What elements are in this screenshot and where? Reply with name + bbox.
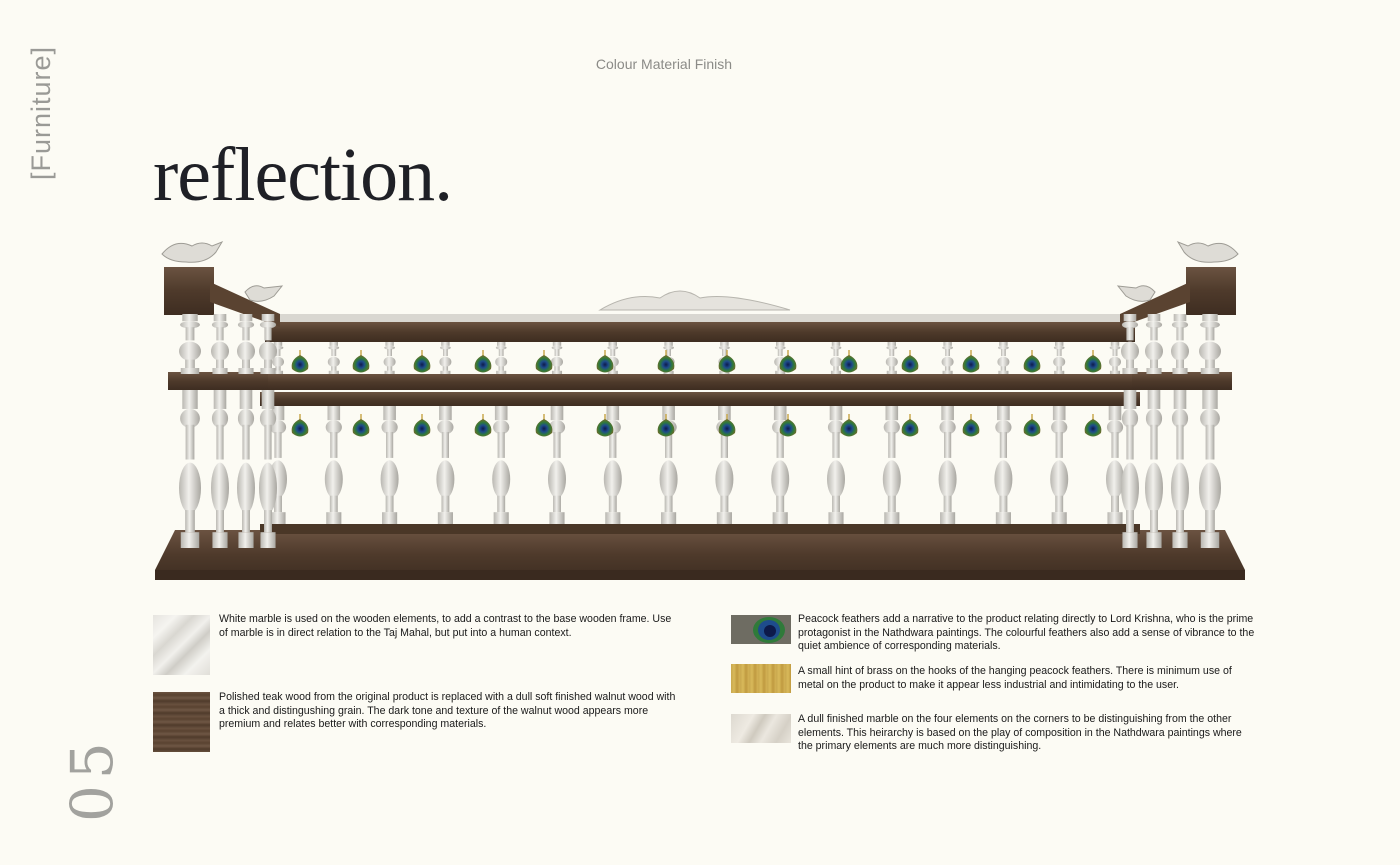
corner-baluster-lower — [1171, 390, 1189, 548]
baluster-lower — [827, 406, 845, 524]
middle-rail — [170, 374, 1230, 390]
corner-baluster-lower — [1145, 390, 1163, 548]
baluster-group — [179, 314, 1221, 548]
baluster-lower — [325, 406, 343, 524]
corner-post-left — [164, 267, 214, 315]
corner-baluster-upper — [1171, 314, 1189, 374]
baluster-lower — [1106, 406, 1124, 524]
lower-rail — [260, 392, 1140, 406]
peacock-feather — [292, 350, 309, 373]
baluster-lower — [883, 406, 901, 524]
corner-baluster-upper — [237, 314, 255, 374]
corner-post-right — [1186, 267, 1236, 315]
corner-baluster-upper — [179, 314, 201, 374]
peacock-feather — [902, 350, 919, 373]
peacock-feather — [963, 414, 980, 437]
baluster-upper — [495, 342, 507, 374]
corner-baluster-upper — [1199, 314, 1221, 374]
baluster-lower — [994, 406, 1012, 524]
peacock-feather — [719, 350, 736, 373]
bird-small-right — [1118, 286, 1155, 302]
baluster-lower — [492, 406, 510, 524]
corner-rail-left — [168, 372, 268, 390]
peacock-feather — [902, 414, 919, 437]
bird-left — [162, 242, 222, 262]
peacock-feather — [658, 350, 675, 373]
material-description: White marble is used on the wooden elements, to add a contrast to the base wooden frame. Use of marble is in direct relation to the Taj Mahal, but put into a human context. — [219, 613, 672, 639]
baluster-lower — [548, 406, 566, 524]
peacock-feather — [841, 414, 858, 437]
top-marble-cap — [265, 314, 1135, 322]
top-rail — [265, 322, 1135, 342]
furniture-illustration — [150, 232, 1250, 592]
baluster-upper — [551, 342, 563, 374]
peacock-feather-swatch — [731, 615, 791, 644]
bottom-rail — [260, 524, 1140, 534]
peacock-feather — [536, 350, 553, 373]
peacock-feather — [353, 350, 370, 373]
baluster-lower — [1050, 406, 1068, 524]
baluster-upper — [439, 342, 451, 374]
peacock-feather — [292, 414, 309, 437]
peacock-feather — [1024, 414, 1041, 437]
peacock-feather — [414, 414, 431, 437]
corner-baluster-upper — [1121, 314, 1139, 374]
peacock-feather — [1024, 350, 1041, 373]
crown-ornament — [600, 291, 790, 310]
corner-baluster-lower — [1199, 390, 1221, 548]
peacock-feather — [475, 350, 492, 373]
page-number: 05 — [58, 736, 126, 822]
peacock-feather — [841, 350, 858, 373]
baluster-upper — [1053, 342, 1065, 374]
base-edge — [155, 570, 1245, 580]
peacock-feather — [475, 414, 492, 437]
baluster-upper — [1109, 342, 1121, 374]
baluster-upper — [997, 342, 1009, 374]
dull-marble-swatch — [731, 714, 791, 743]
baluster-lower — [381, 406, 399, 524]
baluster-lower — [436, 406, 454, 524]
brass-swatch — [731, 664, 791, 693]
material-description: Polished teak wood from the original product is replaced with a dull soft finished walnut wood with a thick and distingushing grain. The dark tone and texture of the walnut wood appears more premium and relates better with corresponding materials. — [219, 691, 676, 731]
peacock-feather — [414, 350, 431, 373]
baluster-upper — [886, 342, 898, 374]
peacock-feather — [536, 414, 553, 437]
corner-baluster-lower — [237, 390, 255, 548]
peacock-feather — [963, 350, 980, 373]
corner-baluster-lower — [211, 390, 229, 548]
baluster-lower — [939, 406, 957, 524]
corner-baluster-lower — [179, 390, 201, 548]
baluster-upper — [384, 342, 396, 374]
white-marble-swatch — [153, 615, 210, 675]
corner-rail-right — [1132, 372, 1232, 390]
peacock-feather — [1085, 350, 1102, 373]
baluster-upper — [830, 342, 842, 374]
material-description: Peacock feathers add a narrative to the product relating directly to Lord Krishna, who is the prime protagonist in the Nathdwara paintings. The colourful feathers also add a sense of vibrance to the quiet ambience of corresponding materials. — [798, 613, 1255, 653]
bird-right — [1178, 242, 1238, 262]
baluster-upper — [942, 342, 954, 374]
peacock-feather — [1085, 414, 1102, 437]
walnut-wood-swatch — [153, 692, 210, 752]
product-title: reflection. — [153, 133, 453, 217]
category-label: [Furniture] — [26, 45, 56, 180]
material-description: A dull finished marble on the four elements on the corners to be distinguishing from the other elements. This heirarchy is based on the play of composition in the Nathdwara paintings where the primary elements are much more distinguishing. — [798, 713, 1242, 753]
corner-baluster-upper — [211, 314, 229, 374]
bird-small-left — [245, 286, 282, 302]
material-description: A small hint of brass on the hooks of the hanging peacock feathers. There is minimum use of metal on the product to make it appear less industrial and intimidating to the user. — [798, 665, 1232, 691]
header-title: Colour Material Finish — [595, 56, 733, 72]
baluster-upper — [328, 342, 340, 374]
peacock-feather — [353, 414, 370, 437]
corner-baluster-upper — [1145, 314, 1163, 374]
